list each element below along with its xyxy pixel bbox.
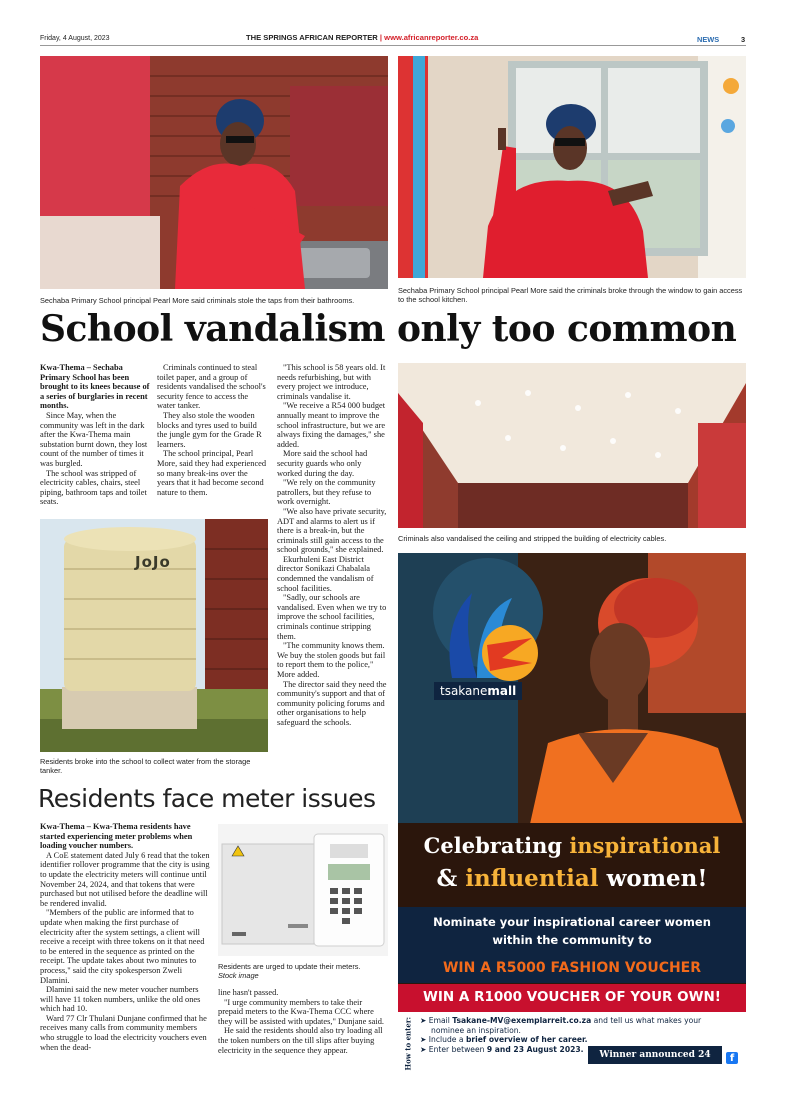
ad-how-to-enter-label: How to enter: <box>403 1016 413 1071</box>
main-story-paragraph: Since May, when the community was left in the dark after the Kwa-Thema main substation burnt down, they lost count of the number of times it was burgled. <box>40 410 148 468</box>
photo-principal-bathroom <box>40 56 388 289</box>
photo-prepaid-meter <box>218 824 388 956</box>
main-story-paragraph: "We also have private security, ADT and alarms to alert us if there is a break-in, but the criminals still gain access to the school grounds," she explained. <box>277 506 387 555</box>
caption-photo-5-text: Residents are urged to update their meters. <box>218 962 361 971</box>
ad-how-to-enter <box>398 1012 746 1081</box>
ad-step-3-mid: between <box>451 1044 485 1054</box>
main-story-col2 <box>157 363 267 497</box>
ad-nominate-line2: within the community to <box>492 933 652 947</box>
tank-brand-label: JoJo <box>135 553 171 571</box>
advert-lower-panel <box>398 823 746 1081</box>
masthead <box>246 33 478 42</box>
main-story-col1 <box>40 363 150 507</box>
main-story-paragraph: The school was stripped of electricity cables, chairs, steel piping, bathroom taps and toilet seats. <box>40 468 147 507</box>
main-story-paragraph: Criminals continued to steal toilet paper, and a group of residents vandalised the school's security fence to access the water tanker. <box>157 363 266 411</box>
main-story-paragraph: The school principal, Pearl More, said they had experienced so many break-ins over the years that it had become second nature to them. <box>157 449 267 497</box>
main-story-paragraph: "We receive a R54 000 budget annually meant to improve the school infrastructure, but we are always fixing the damages," she added. <box>277 401 386 449</box>
second-story-paragraph: A CoE statement dated July 6 read that the token identifier rollover programme that the city is using to update the electricity meters will continue until November 24, 2024, and that tokens that were purchased but not utilised before the deadline will be rendered invalid. <box>40 850 210 908</box>
main-story-paragraph: They also stole the wooden blocks and tyres used to build the jungle gym for the Grade R learners. <box>157 410 262 449</box>
caption-photo-5 <box>218 962 390 980</box>
ad-email-link[interactable]: Tsakane-MV@exemplarreit.co.za <box>452 1016 592 1025</box>
tsakane-mall-logo-text <box>434 682 522 700</box>
ad-win1-banner <box>398 957 746 983</box>
main-story-paragraph: More said the school had security guards who only worked during the day. <box>277 449 368 478</box>
caption-photo-2: Sechaba Primary School principal Pearl More said the criminals broke through the window to gain access to the school kitchen. <box>398 286 743 304</box>
main-story-paragraph: The director said they need the community's support and that of community policing forums and other organisations to help safeguard the schools. <box>277 679 387 727</box>
second-story-col1 <box>40 822 212 1052</box>
main-story-paragraph: "Sadly, our schools are vandalised. Even when we try to improve the school facilities, criminals continue stripping them. <box>277 593 387 641</box>
header-separator: | <box>379 33 383 42</box>
ad-step-1-verb: Email <box>428 1016 450 1025</box>
photo-vandalised-ceiling <box>398 363 746 528</box>
caption-photo-3: Criminals also vandalised the ceiling and stripped the building of electricity cables. <box>398 534 667 543</box>
main-story-col3 <box>277 363 388 728</box>
main-story-paragraph: Ekurhuleni East District director Sonikazi Chabalala condemned the vandalism of school facilities. <box>277 554 374 593</box>
logo-word-tsakane: tsakane <box>440 684 488 698</box>
ad-step-2-rest: brief overview of her career. <box>465 1035 588 1044</box>
ad-step-2-verb: Include a <box>428 1035 464 1044</box>
ad-step-3-verb: Enter <box>428 1044 450 1054</box>
main-story-paragraph: "The community knows them. We buy the stolen goods but fail to report them to the police," More added. <box>277 641 386 679</box>
prepaid-meter-image <box>218 824 388 956</box>
second-story-paragraph: He said the residents should also try loading all the token numbers on the till slips after buying electricity in the sequence they appear. <box>218 1026 383 1055</box>
ad-ampersand: & <box>436 865 458 892</box>
ad-headline-line2 <box>398 865 746 892</box>
photo-water-tank <box>40 519 268 752</box>
ceiling-scene-image <box>398 363 746 528</box>
ad-headline-line1 <box>398 833 746 858</box>
tsakane-mall-logo-icon <box>432 583 542 683</box>
ad-win1-text: WIN A R5000 FASHION VOUCHER <box>442 960 702 976</box>
header-rule <box>40 45 746 46</box>
second-headline: Residents face meter issues <box>38 784 376 813</box>
main-story-paragraph: "This school is 58 years old. It needs refurbishing, but with every project we introduce, criminals vandalise it. <box>277 363 386 401</box>
send-icon: ➤ <box>420 1016 427 1025</box>
second-story-paragraph: "I urge community members to take their prepaid meters to the Kwa-Thema CCC where they will be assisted with updates," Dunjane said. <box>218 997 385 1026</box>
caption-photo-4: Residents broke into the school to collect water from the storage tanker. <box>40 757 251 775</box>
tsakane-mall-advert[interactable] <box>398 553 746 1081</box>
second-story-paragraph: "Members of the public are informed that to update when making the first purchase of electricity after the system settings, a client will receive a receipt with three tokens on it that need to be entered in the sequence as printed on the receipt. The update takes about two minutes to process," said the city spokesperson Zweli Dlamini. <box>40 908 205 985</box>
ad-step-3-dates: 9 and 23 August 2023. <box>486 1044 584 1054</box>
caption-photo-1: Sechaba Primary School principal Pearl More said criminals stole the taps from their bathrooms. <box>40 296 355 305</box>
ad-word-celebrating: Celebrating <box>423 833 563 858</box>
ad-nominate-banner <box>398 907 746 957</box>
second-story-paragraph: Ward 77 Clr Thulani Dunjane confirmed that he receives many calls from community members who struggle to load the electricity vouchers even when the dead- <box>40 1013 207 1052</box>
ad-nominate-line1: Nominate your inspirational career women <box>433 915 711 929</box>
ad-word-inspirational: inspirational <box>569 833 721 858</box>
bathroom-scene-image <box>40 56 388 289</box>
main-headline: School vandalism only too common <box>40 308 737 350</box>
ad-winner-announced-badge: Winner announced 24 Aug. <box>588 1046 722 1064</box>
website-link[interactable]: www.africanreporter.co.za <box>384 33 479 42</box>
ad-word-influential: influential <box>465 865 599 892</box>
second-story-paragraph: Kwa-Thema – Kwa-Thema residents have started experiencing meter problems when loading voucher numbers. <box>40 822 193 851</box>
main-story-paragraph: Kwa-Thema – Sechaba Primary School has been brought to its knees because of a series of burglaries in recent months. <box>40 363 150 411</box>
caption-photo-5-credit: Stock image <box>218 971 259 980</box>
second-story-paragraph: line hasn't passed. <box>218 988 279 997</box>
second-story-paragraph: Dlamini said the new meter voucher numbers will have 11 token numbers, unlike the old ones which had 10. <box>40 985 201 1014</box>
window-scene-image <box>398 56 746 278</box>
ad-step-1 <box>420 1016 740 1026</box>
ad-win2-banner <box>398 984 746 1012</box>
section-label: NEWS <box>697 35 720 44</box>
facebook-icon[interactable]: f <box>726 1052 738 1064</box>
main-story-paragraph: "We rely on the community patrollers, but they refuse to work overnight. <box>277 478 376 507</box>
page-number: 3 <box>741 35 746 44</box>
send-icon: ➤ <box>420 1044 427 1054</box>
photo-principal-window <box>398 56 746 278</box>
send-icon: ➤ <box>420 1035 427 1044</box>
ad-step-1-cont: nominee an inspiration. <box>431 1025 521 1035</box>
ad-word-women: women! <box>606 865 708 892</box>
publication-name: THE SPRINGS AFRICAN REPORTER <box>246 33 378 42</box>
issue-date: Friday, 4 August, 2023 <box>40 35 110 42</box>
ad-step-1-rest: and tell us what makes your <box>593 1016 702 1025</box>
ad-step-2 <box>420 1035 740 1045</box>
ad-win2-text: WIN A R1000 VOUCHER OF YOUR OWN! <box>423 989 721 1005</box>
logo-word-mall: mall <box>487 684 517 698</box>
second-story-col2 <box>218 988 388 1055</box>
